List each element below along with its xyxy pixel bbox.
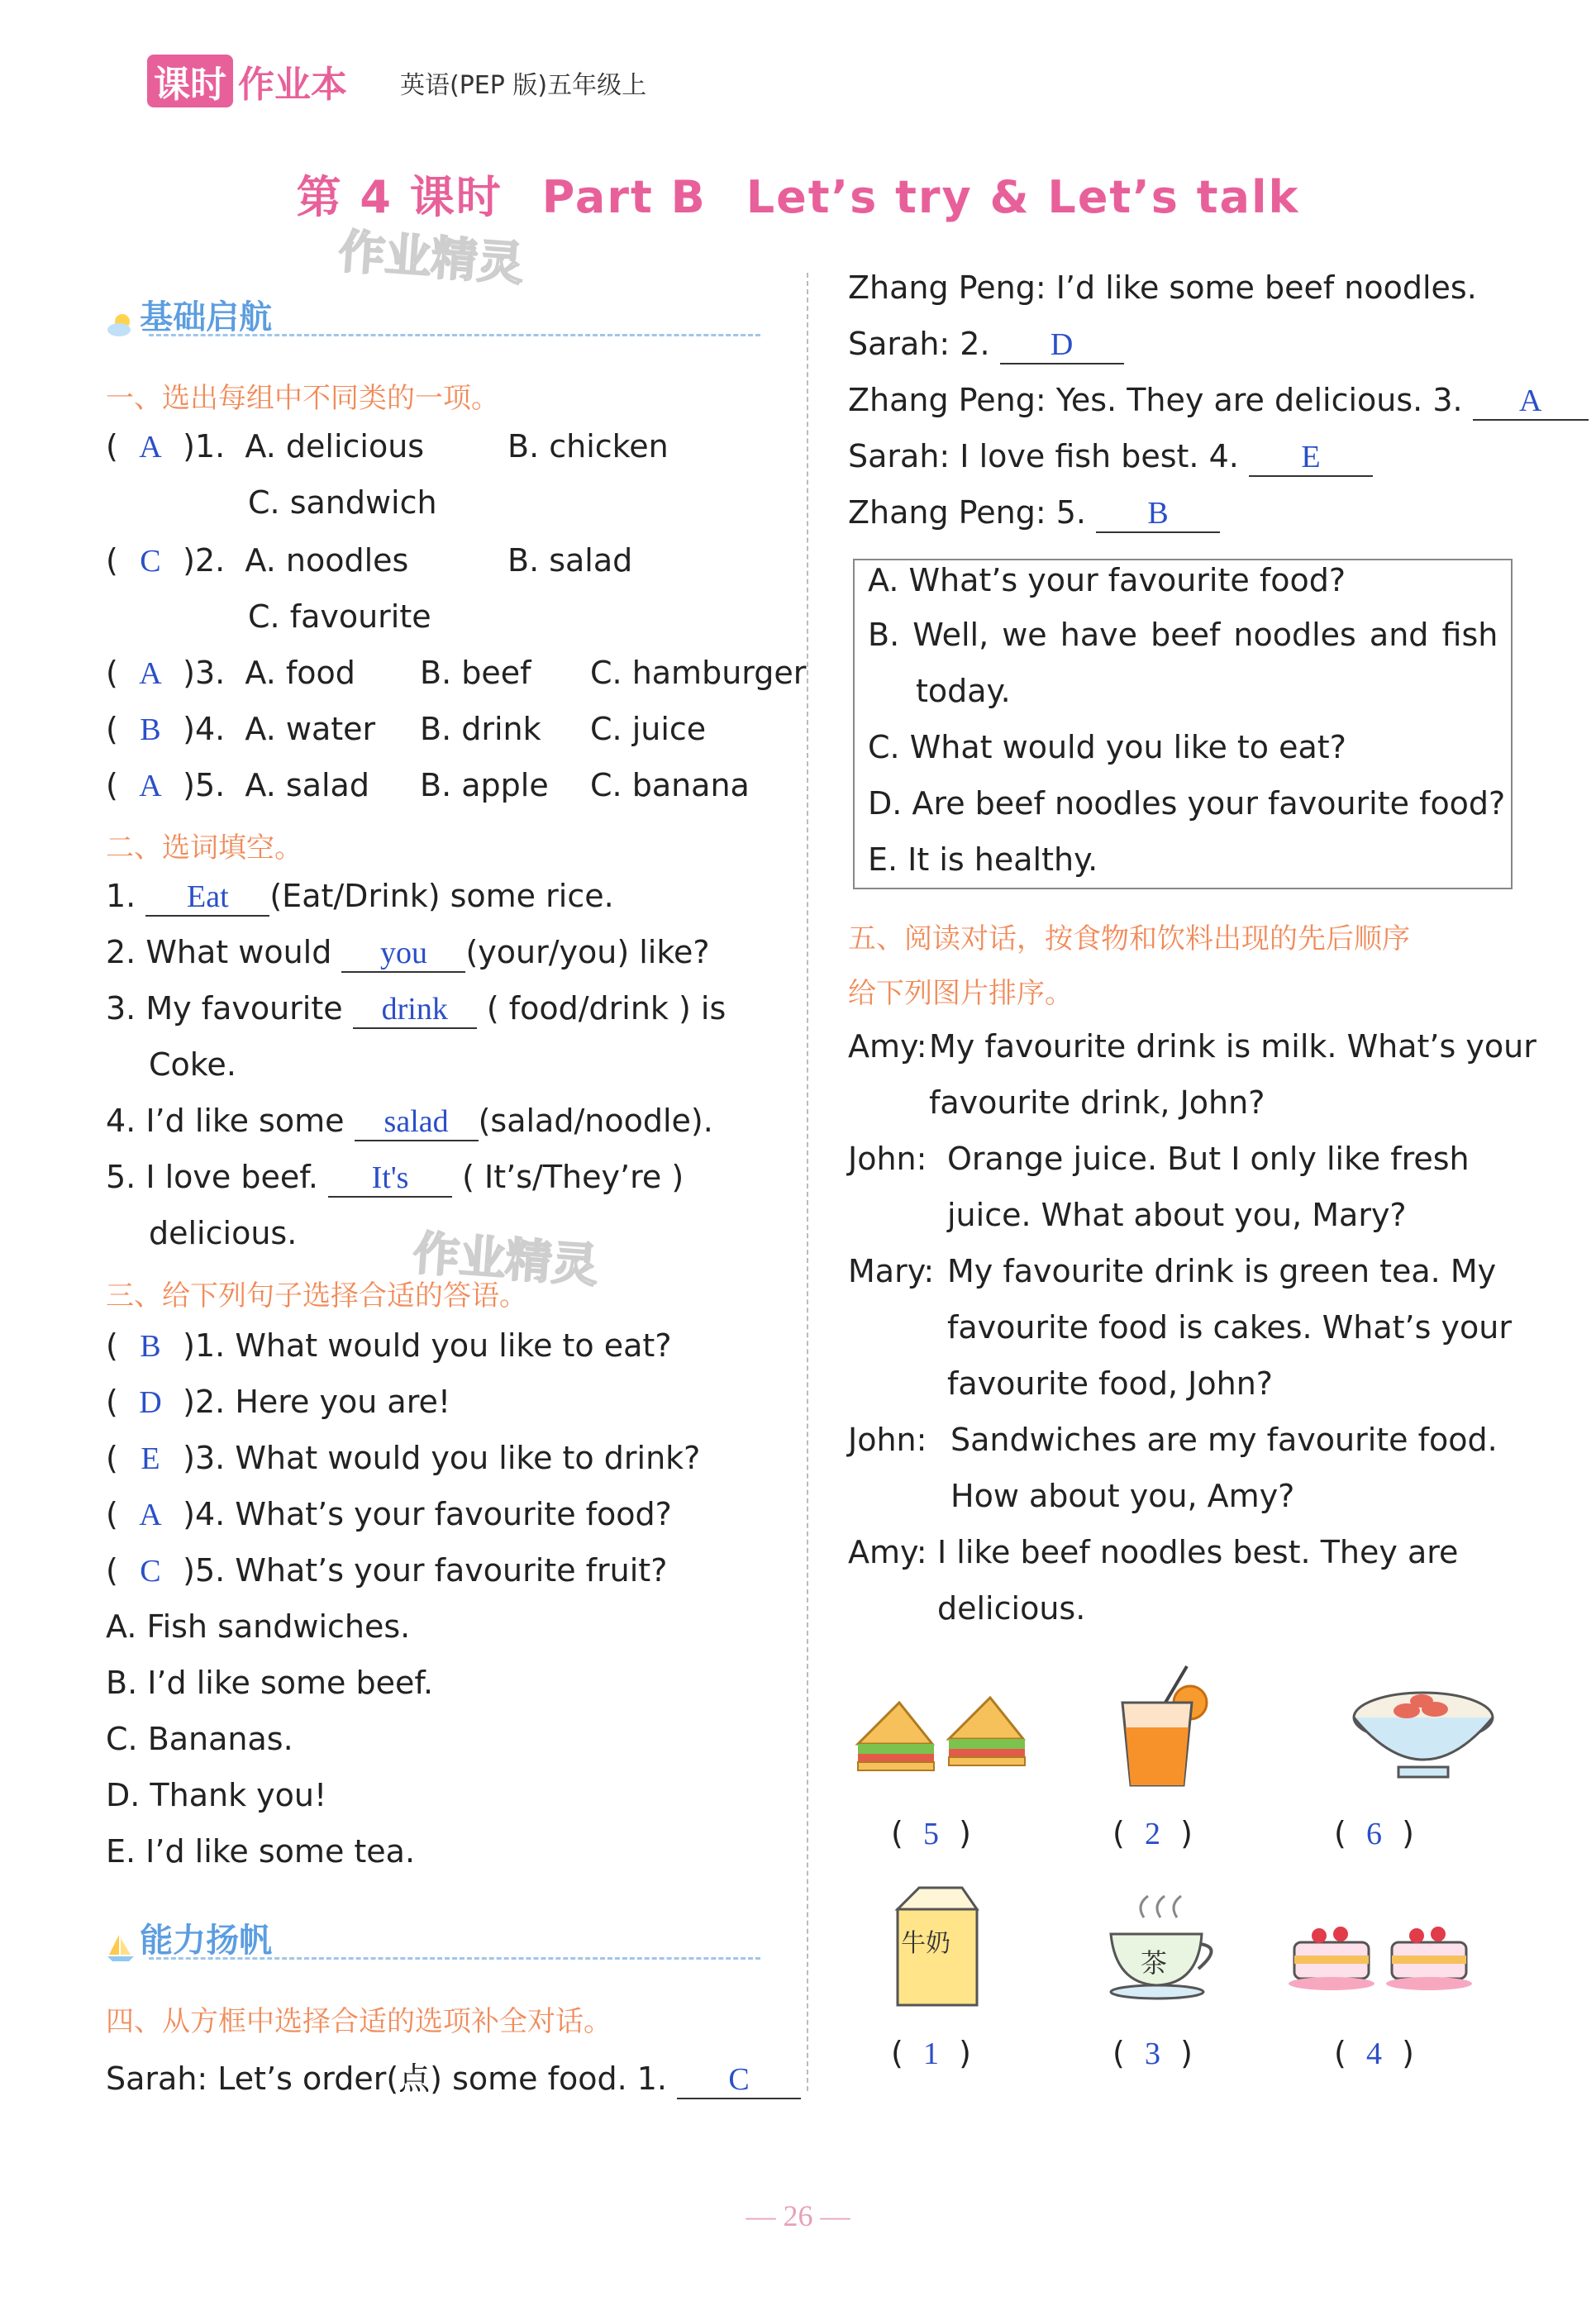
box-option: C. What would you like to eat? xyxy=(868,729,1346,765)
box-option: A. What’s your favourite food? xyxy=(868,562,1346,598)
q1-row: ( A )1. A. delicious xyxy=(106,428,425,464)
dialogue-text: favourite food, John? xyxy=(947,1365,1273,1402)
dialogue-line xyxy=(848,382,1589,421)
q-text: 3. My favourite xyxy=(106,990,343,1027)
speaker: John: xyxy=(848,1141,927,1177)
q3-row: ( A )4. What’s your favourite food? xyxy=(106,1496,672,1532)
book-subtitle: 英语(PEP 版)五年级上 xyxy=(400,71,647,100)
brand-name: 作业本 xyxy=(238,64,347,106)
ability-section-head xyxy=(106,1914,272,1963)
dialogue-line xyxy=(106,2053,801,2099)
sandwich-icon xyxy=(850,1686,1031,1777)
section-title-basic: 基础启航 xyxy=(140,298,273,336)
box-option: D. Are beef noodles your favourite food? xyxy=(868,785,1506,822)
option-c: C. hamburger xyxy=(590,655,807,691)
q-text: (salad/noodle). xyxy=(478,1103,713,1139)
dialogue-text: delicious. xyxy=(937,1590,1086,1627)
fill-blank: It's xyxy=(328,1161,452,1198)
answer: 3 xyxy=(1144,2037,1160,2071)
dialogue-line xyxy=(848,326,1124,364)
fill-blank: salad xyxy=(355,1105,479,1141)
watermark: 作业精灵 xyxy=(336,225,526,292)
option-b: B. beef xyxy=(420,655,531,691)
fill-blank: A xyxy=(1473,384,1589,421)
pic-answer: ( 5 ) xyxy=(891,1815,971,1851)
dialogue-line xyxy=(848,438,1373,477)
answer: B xyxy=(140,712,161,747)
answer-option: E. I’d like some tea. xyxy=(106,1833,416,1870)
answer: C xyxy=(140,1554,161,1589)
noodles-icon xyxy=(1349,1678,1498,1785)
q-text: 2. What would xyxy=(106,934,332,970)
pic-answer: ( 6 ) xyxy=(1334,1815,1414,1851)
q-text: )3. What would you like to drink? xyxy=(183,1440,701,1476)
q-text: 1. xyxy=(106,878,136,914)
q-text: ( food/drink ) is xyxy=(486,990,727,1027)
dialogue-line: Zhang Peng: I’d like some beef noodles. xyxy=(848,269,1477,306)
q3-row: ( C )5. What’s your favourite fruit? xyxy=(106,1552,668,1589)
orange-juice-icon xyxy=(1112,1661,1220,1794)
brand-box: 课时 xyxy=(147,55,233,107)
q-num: )4. xyxy=(183,711,226,747)
pic-answer: ( 4 ) xyxy=(1334,2035,1414,2071)
cake-icon xyxy=(1286,1909,1476,1992)
q2-row xyxy=(106,934,710,973)
section-1-heading: 一、选出每组中不同类的一项。 xyxy=(106,382,499,415)
page-number: — 26 — xyxy=(746,2199,850,2232)
dialogue-text: My favourite drink is milk. What’s your xyxy=(929,1028,1536,1065)
pic-answer: ( 2 ) xyxy=(1112,1815,1193,1851)
basic-section-head xyxy=(106,291,272,340)
answer: 1 xyxy=(922,2037,939,2071)
answer: C xyxy=(140,544,161,579)
answer: 4 xyxy=(1365,2037,1382,2071)
option-b: B. chicken xyxy=(507,428,669,464)
fill-blank: drink xyxy=(353,993,477,1029)
dialogue-text: My favourite drink is green tea. My xyxy=(947,1253,1497,1289)
section-2-heading: 二、选词填空。 xyxy=(106,831,303,865)
section-3-heading: 三、给下列句子选择合适的答语。 xyxy=(106,1279,527,1312)
milk-label: 牛奶 xyxy=(901,1929,950,1958)
box-option: today. xyxy=(916,673,1011,709)
dialogue-text: I like beef noodles best. They are xyxy=(937,1534,1459,1570)
q1-row: ( C )2. A. noodles xyxy=(106,542,409,579)
q3-row: ( E )3. What would you like to drink? xyxy=(106,1440,701,1476)
option-a: A. salad xyxy=(245,767,369,803)
q2-row xyxy=(106,1159,684,1198)
option-a: A. water xyxy=(245,711,376,747)
divider xyxy=(149,334,760,336)
q-text: ( It’s/They’re ) xyxy=(462,1159,684,1195)
answer-option: A. Fish sandwiches. xyxy=(106,1608,411,1645)
answer: A xyxy=(139,430,162,464)
watermark: 作业精灵 xyxy=(411,1227,600,1293)
fill-blank: D xyxy=(1000,328,1124,364)
options-box xyxy=(853,559,1513,889)
answer-option: C. Bananas. xyxy=(106,1721,293,1757)
box-option: B. Well, we have beef noodles and fish xyxy=(868,617,1498,653)
answer: A xyxy=(139,769,162,803)
speaker: Mary: xyxy=(848,1253,935,1289)
q2-row xyxy=(106,1103,713,1141)
lesson-number: 第 4 课时 xyxy=(296,171,503,223)
fill-blank: Eat xyxy=(145,880,269,917)
section-title-ability: 能力扬帆 xyxy=(140,1922,273,1960)
fill-blank: C xyxy=(677,2063,801,2099)
answer: B xyxy=(140,1329,161,1364)
lesson-topic: Let’s try & Let’s talk xyxy=(746,171,1300,223)
section-4-heading: 四、从方框中选择合适的选项补全对话。 xyxy=(106,2005,612,2038)
option-a: A. delicious xyxy=(245,428,425,464)
q-text: (your/you) like? xyxy=(465,934,710,970)
answer: A xyxy=(139,656,162,691)
speaker: Amy: xyxy=(848,1028,927,1065)
option-a: A. noodles xyxy=(245,542,409,579)
q-text: )5. What’s your favourite fruit? xyxy=(183,1552,668,1589)
q-text: Sarah: Let’s order(点) some food. 1. xyxy=(106,2060,668,2097)
pic-answer: ( 1 ) xyxy=(891,2035,971,2071)
speaker: Amy: xyxy=(848,1534,927,1570)
option-b: B. apple xyxy=(420,767,549,803)
q-text: )4. What’s your favourite food? xyxy=(183,1496,672,1532)
option-c: C. banana xyxy=(590,767,750,803)
q1-row: ( A )5. A. salad xyxy=(106,767,369,803)
dialogue-text: juice. What about you, Mary? xyxy=(947,1197,1407,1233)
dialogue-text: Sandwiches are my favourite food. xyxy=(950,1422,1498,1458)
q3-row: ( B )1. What would you like to eat? xyxy=(106,1327,672,1364)
q-text: (Eat/Drink) some rice. xyxy=(269,878,614,914)
q-text: 4. I’d like some xyxy=(106,1103,345,1139)
divider xyxy=(149,1957,760,1960)
q-text: Coke. xyxy=(149,1046,236,1083)
column-divider xyxy=(807,273,808,2091)
page-title xyxy=(0,162,1596,226)
lesson-part: Part B xyxy=(541,171,707,223)
fill-blank: B xyxy=(1096,497,1220,533)
dialogue-text: favourite food is cakes. What’s your xyxy=(947,1309,1512,1346)
dialogue-text: How about you, Amy? xyxy=(950,1478,1295,1514)
q2-row xyxy=(106,990,726,1029)
q-text: )1. What would you like to eat? xyxy=(183,1327,672,1364)
fill-blank: E xyxy=(1249,441,1373,477)
q-num: )2. xyxy=(183,542,226,579)
q-text: delicious. xyxy=(149,1215,298,1251)
answer: 2 xyxy=(1144,1817,1160,1851)
section-5-heading-cont: 给下列图片排序。 xyxy=(848,977,1073,1010)
q3-row: ( D )2. Here you are! xyxy=(106,1384,451,1420)
option-a: A. food xyxy=(245,655,355,691)
answer: 6 xyxy=(1365,1817,1382,1851)
answer-option: D. Thank you! xyxy=(106,1777,327,1813)
tea-cup-icon xyxy=(1103,1893,1227,2000)
answer: E xyxy=(141,1441,160,1476)
q1-row: ( B )4. A. water xyxy=(106,711,376,747)
milk-carton-icon xyxy=(886,1884,985,2008)
section-5-heading: 五、阅读对话，按食物和饮料出现的先后顺序 xyxy=(848,922,1410,955)
q-text: 5. I love beef. xyxy=(106,1159,318,1195)
q-text: )2. Here you are! xyxy=(183,1384,451,1420)
cloud-sun-icon xyxy=(106,310,136,340)
option-c: C. juice xyxy=(590,711,707,747)
q1-row: ( A )3. A. food xyxy=(106,655,355,691)
pic-answer: ( 3 ) xyxy=(1112,2035,1193,2071)
answer: A xyxy=(139,1498,162,1532)
brand-logo xyxy=(147,55,347,107)
box-option: E. It is healthy. xyxy=(868,841,1098,878)
fill-blank: you xyxy=(341,936,465,973)
q-num: )5. xyxy=(183,767,226,803)
dialogue-text: Orange juice. But I only like fresh xyxy=(947,1141,1470,1177)
option-c: C. favourite xyxy=(248,598,431,635)
q2-row xyxy=(106,878,614,917)
answer: 5 xyxy=(922,1817,939,1851)
q-num: )1. xyxy=(183,428,226,464)
q-text: Sarah: 2. xyxy=(848,326,990,362)
option-b: B. drink xyxy=(420,711,541,747)
dialogue-text: favourite drink, John? xyxy=(929,1084,1265,1121)
q-text: Zhang Peng: Yes. They are delicious. 3. xyxy=(848,382,1463,418)
q-text: Sarah: I love fish best. 4. xyxy=(848,438,1239,474)
option-c: C. sandwich xyxy=(248,484,437,521)
answer: D xyxy=(139,1385,162,1420)
option-b: B. salad xyxy=(507,542,633,579)
q-num: )3. xyxy=(183,655,226,691)
sailboat-icon xyxy=(106,1933,136,1963)
q-text: Zhang Peng: 5. xyxy=(848,494,1086,531)
speaker: John: xyxy=(848,1422,927,1458)
answer-option: B. I’d like some beef. xyxy=(106,1665,434,1701)
tea-label: 茶 xyxy=(1141,1947,1168,1979)
dialogue-line xyxy=(848,494,1220,533)
